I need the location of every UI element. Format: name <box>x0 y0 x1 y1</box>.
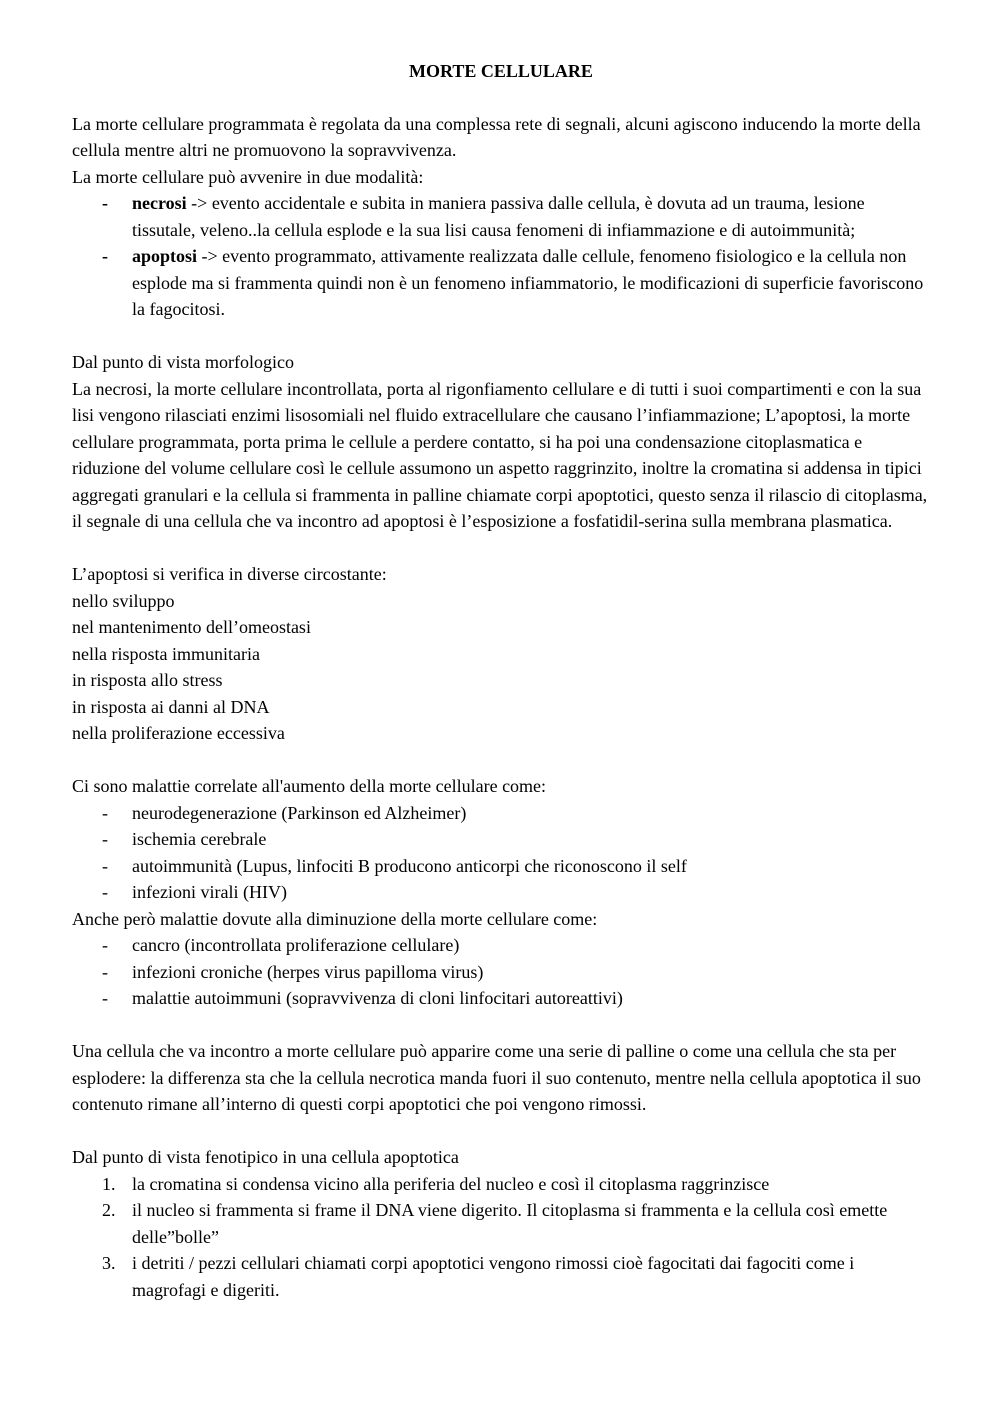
step-item <box>72 1250 930 1303</box>
circostanza-line: nella proliferazione eccessiva <box>72 723 285 743</box>
list-item-necrosi <box>72 190 930 243</box>
circostanza-line: in risposta ai danni al DNA <box>72 696 270 717</box>
list-item <box>72 826 930 853</box>
diminuzione-heading: Anche però malattie dovute alla diminuzione della morte cellulare come: <box>72 908 598 929</box>
circostanza-line: nella risposta immunitaria <box>72 643 260 664</box>
step-text: la cromatina si condensa vicino alla periferia del nucleo e così il citoplasma raggrinzisce <box>132 1173 770 1194</box>
list-dash: - <box>102 961 108 982</box>
list-dash: - <box>102 246 108 266</box>
necrosi-description: -> evento accidentale e subita in maniera passiva dalle cellula, è dovuta ad un trauma, lesione tissutale, veleno..la cellula esplode e la sua lisi causa fenomeni di infiammazione e di autoimmunità; <box>132 193 865 240</box>
list-item-apoptosi <box>72 243 930 323</box>
list-item-text: autoimmunità (Lupus, linfociti B producono anticorpi che riconoscono il self <box>132 855 687 876</box>
term-necrosi: necrosi <box>132 193 187 213</box>
list-dash: - <box>102 193 108 213</box>
list-item <box>72 800 930 827</box>
list-dash: - <box>102 829 108 849</box>
fenotipico-steps <box>72 1171 930 1304</box>
step-number: 1. <box>102 1173 116 1194</box>
list-dash: - <box>102 855 108 876</box>
list-dash: - <box>102 935 108 955</box>
modes-list <box>72 190 930 323</box>
list-item-text: infezioni croniche (herpes virus papilloma virus) <box>132 961 484 982</box>
list-item <box>72 959 930 986</box>
circostanza-line: nello sviluppo <box>72 590 175 611</box>
list-item-text: cancro (incontrollata proliferazione cellulare) <box>132 935 460 955</box>
circostanza-line: in risposta allo stress <box>72 670 223 690</box>
step-item <box>72 1197 930 1250</box>
circostanze-heading: L’apoptosi si verifica in diverse circostante: <box>72 564 387 584</box>
term-apoptosi: apoptosi <box>132 246 198 266</box>
diminuzione-list <box>72 932 930 1012</box>
list-item-text: neurodegenerazione (Parkinson ed Alzheimer) <box>132 802 467 823</box>
modes-intro: La morte cellulare può avvenire in due modalità: <box>72 166 424 187</box>
morfologico-paragraph: La necrosi, la morte cellulare incontrollata, porta al rigonfiamento cellulare e di tutti i suoi compartimenti e con la sua lisi vengono rilasciati enzimi lisosomiali nel fluido extracellulare che causano l’infiammazione; L’apoptosi, la morte cellulare programmata, porta prima le cellule a perdere contatto, si ha poi una condensazione citoplasmatica e riduzione del volume cellulare così le cellule assumono un aspetto raggrinzito, inoltre la cromatina si addensa in tipici aggregati granulari e la cellula si frammenta in palline chiamate corpi apoptotici, questo senza il rilascio di citoplasma, il segnale di una cellula che va incontro ad apoptosi è l’esposizione a fosfatidil-serina sulla membrana plasmatica. <box>72 378 928 531</box>
step-number: 3. <box>102 1253 116 1273</box>
apoptosi-description: -> evento programmato, attivamente realizzata dalle cellule, fenomeno fisiologico e la cellula non esplode ma si frammenta quindi non è un fenomeno infiammatorio, le modificazioni di superficie favoriscono la fagocitosi. <box>132 246 924 319</box>
list-dash: - <box>102 988 108 1008</box>
step-number: 2. <box>102 1200 116 1220</box>
list-dash: - <box>102 802 108 823</box>
step-text: il nucleo si frammenta si frame il DNA viene digerito. Il citoplasma si frammenta e la cellula così emette delle”bolle” <box>132 1200 888 1247</box>
list-item-text: infezioni virali (HIV) <box>132 882 287 902</box>
list-item <box>72 985 930 1012</box>
morfologico-heading: Dal punto di vista morfologico <box>72 352 294 372</box>
aumento-list <box>72 800 930 906</box>
list-item <box>72 853 930 880</box>
step-item <box>72 1171 930 1198</box>
aspetto-paragraph: Una cellula che va incontro a morte cellulare può apparire come una serie di palline o come una cellula che sta per esplodere: la differenza sta che la cellula necrotica manda fuori il suo contenuto, mentre nella cellula apoptotica il suo contenuto rimane all’interno di questi corpi apoptotici che poi vengono rimossi. <box>72 1041 921 1114</box>
list-item-text: ischemia cerebrale <box>132 829 267 849</box>
list-item <box>72 879 930 906</box>
list-item-text: malattie autoimmuni (sopravvivenza di cloni linfocitari autoreattivi) <box>132 988 623 1008</box>
document-title: MORTE CELLULARE <box>409 61 593 81</box>
step-text: i detriti / pezzi cellulari chiamati corpi apoptotici vengono rimossi cioè fagocitati dai fagociti come i magrofagi e digeriti. <box>132 1253 855 1300</box>
list-dash: - <box>102 882 108 902</box>
list-item <box>72 932 930 959</box>
intro-paragraph: La morte cellulare programmata è regolata da una complessa rete di segnali, alcuni agiscono inducendo la morte della cellula mentre altri ne promuovono la sopravvivenza. <box>72 113 921 160</box>
fenotipico-heading: Dal punto di vista fenotipico in una cellula apoptotica <box>72 1147 459 1167</box>
circostanza-line: nel mantenimento dell’omeostasi <box>72 617 311 637</box>
aumento-heading: Ci sono malattie correlate all'aumento della morte cellulare come: <box>72 776 547 796</box>
